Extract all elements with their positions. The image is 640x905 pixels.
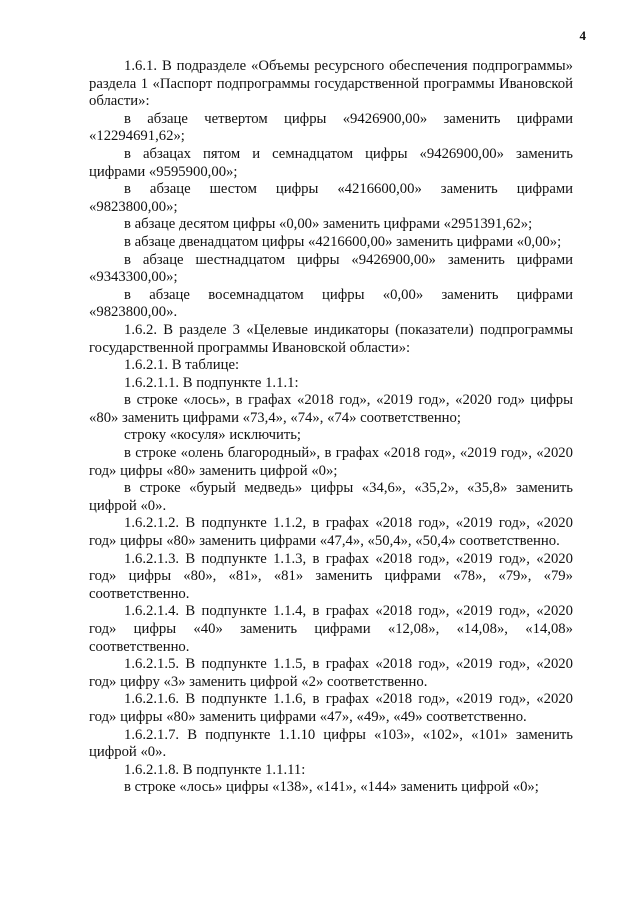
paragraph: в абзаце двенадцатом цифры «4216600,00» заменить цифрами «0,00»; [124, 233, 562, 250]
paragraph: в абзацах пятом и семнадцатом цифры «9426900,00» заменить цифрами «9595900,00»; [89, 145, 573, 180]
document-body [89, 58, 573, 797]
paragraph: в строке «бурый медведь» цифры «34,6», «35,2», «35,8» заменить цифрой «0». [89, 480, 573, 514]
paragraph: 1.6.2.1.2. В подпункте 1.1.2, в графах «2018 год», «2019 год», «2020 год» цифры «80» заменить цифрами «47,4», «50,4», «50,4» соответственно. [89, 515, 573, 550]
paragraph: 1.6.1. В подразделе «Объемы ресурсного обеспечения подпрограммы» раздела 1 «Паспорт подпрограммы государственной программы Ивановской области»: [89, 58, 573, 110]
paragraph: в строке «олень благородный», в графах «2018 год», «2019 год», «2020 год» цифры «80» заменить цифрой «0»; [89, 445, 573, 479]
paragraph: 1.6.2.1. В таблице: [124, 357, 240, 374]
paragraph: в абзаце десятом цифры «0,00» заменить цифрами «2951391,62»; [124, 216, 533, 233]
paragraph: в строке «лось», в графах «2018 год», «2019 год», «2020 год» цифры «80» заменить цифрами «73,4», «74», «74» соответственно; [89, 392, 573, 426]
paragraph: 1.6.2.1.6. В подпункте 1.1.6, в графах «2018 год», «2019 год», «2020 год» цифры «80» заменить цифрами «47», «49», «49» соответственно. [89, 691, 573, 725]
paragraph: 1.6.2.1.5. В подпункте 1.1.5, в графах «2018 год», «2019 год», «2020 год» цифру «3» заменить цифрой «2» соответственно. [89, 656, 573, 690]
paragraph: строку «косуля» исключить; [124, 427, 302, 444]
paragraph: в абзаце четвертом цифры «9426900,00» заменить цифрами «12294691,62»; [89, 110, 573, 145]
paragraph: 1.6.2.1.8. В подпункте 1.1.11: [124, 761, 306, 778]
paragraph: 1.6.2.1.7. В подпункте 1.1.10 цифры «103», «102», «101» заменить цифрой «0». [89, 726, 573, 761]
paragraph: в абзаце шестнадцатом цифры «9426900,00» заменить цифрами «9343300,00»; [89, 251, 573, 286]
paragraph: 1.6.2.1.3. В подпункте 1.1.3, в графах «2018 год», «2019 год», «2020 год» цифры «80», «81», «81» заменить цифрами «78», «79», «79» соответственно. [89, 550, 573, 602]
paragraph: в строке «лось» цифры «138», «141», «144» заменить цифрой «0»; [124, 779, 539, 796]
paragraph: в абзаце шестом цифры «4216600,00» заменить цифрами «9823800,00»; [89, 181, 573, 215]
page-number: 4 [579, 28, 586, 43]
paragraph: 1.6.2. В разделе 3 «Целевые индикаторы (показатели) подпрограммы государственной программы Ивановской области»: [89, 321, 573, 356]
paragraph: 1.6.2.1.1. В подпункте 1.1.1: [124, 374, 299, 391]
paragraph: в абзаце восемнадцатом цифры «0,00» заменить цифрами «9823800,00». [89, 286, 573, 321]
paragraph: 1.6.2.1.4. В подпункте 1.1.4, в графах «2018 год», «2019 год», «2020 год» цифры «40» заменить цифрами «12,08», «14,08», «14,08» соответственно. [89, 603, 573, 655]
